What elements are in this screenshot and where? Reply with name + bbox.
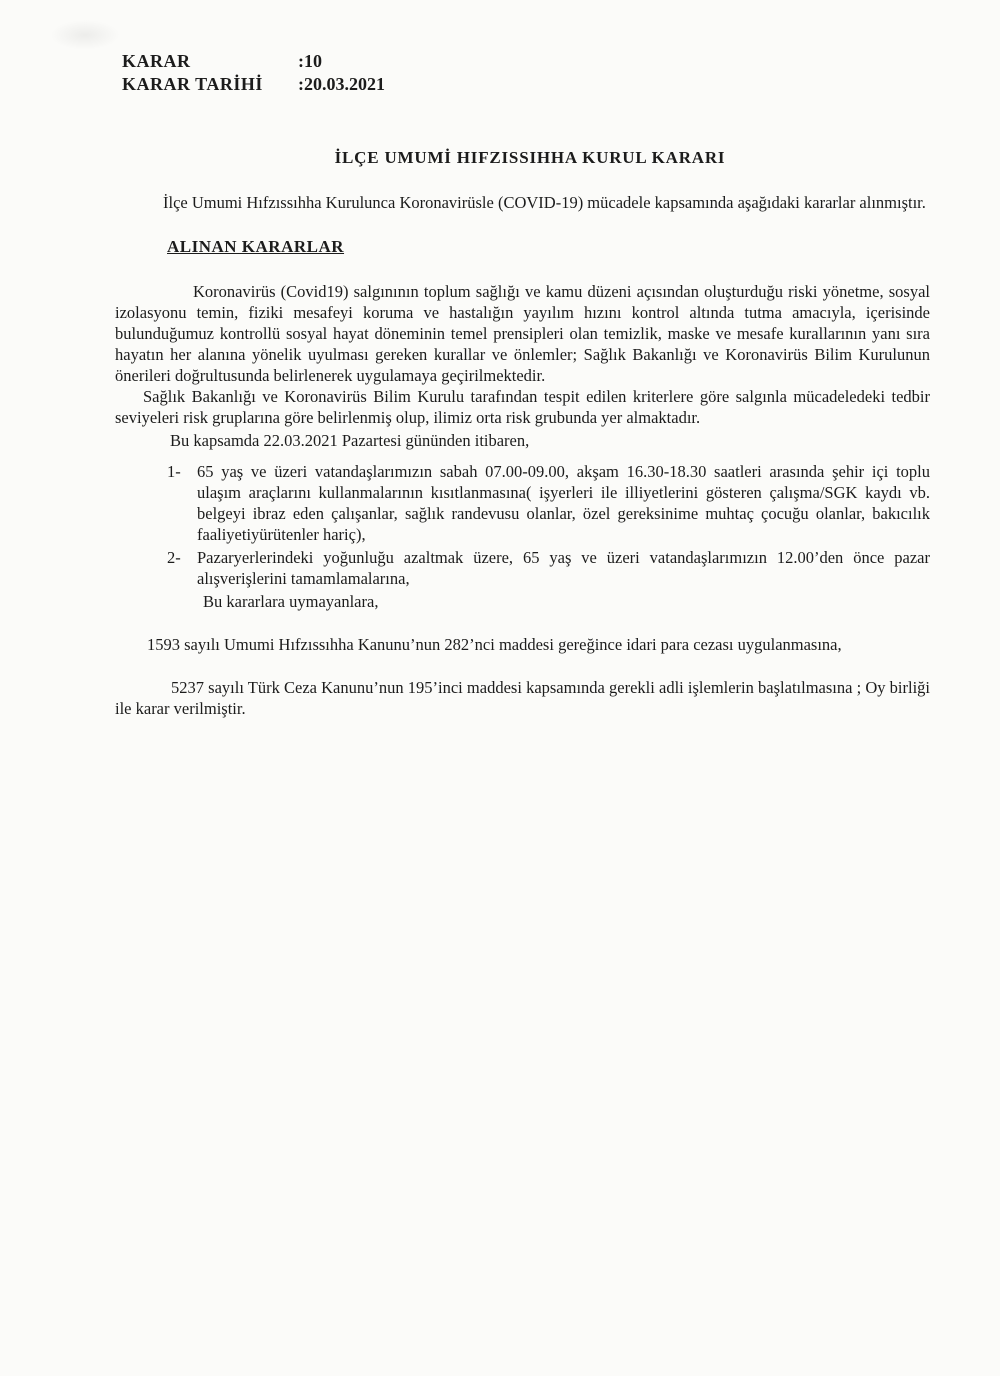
list-item-number: 1- [167, 462, 181, 481]
intro-paragraph: İlçe Umumi Hıfzıssıhha Kurulunca Koronavirüsle (COVID-19) mücadele kapsamında aşağıdaki kararlar alınmıştır. [163, 193, 926, 212]
list-item-number: 2- [167, 548, 181, 567]
body-paragraph: Sağlık Bakanlığı ve Koronavirüs Bilim Kurulu tarafından tespit edilen kriterlere göre salgınla mücadeledeki tedbir seviyeleri risk gruplarına göre belirlenmiş olup, ilimiz orta risk grubunda yer almaktadır. [115, 387, 930, 427]
list-item-text: 65 yaş ve üzeri vatandaşlarımızın sabah 07.00-09.00, akşam 16.30-18.30 saatleri arasında şehir içi toplu ulaşım araçlarını kullanmalarının kısıtlanmasına( işyerleri ile illiyetlerini gösteren çalışma/SGK kaydı vb. belgeyi ibraz eden çalışanlar, sağlık randevusu olanlar, özel gereksinime muhtaç çocuğu olanlar, bakıcılık faaliyetiyürütenler hariç), [197, 462, 930, 544]
law-paragraph: 1593 sayılı Umumi Hıfzıssıhha Kanunu’nun 282’nci maddesi gereğince idari para cezası uygulanmasına, [147, 635, 842, 654]
list-item [167, 461, 930, 545]
law-paragraph: 5237 sayılı Türk Ceza Kanunu’nun 195’inci maddesi kapsamında gerekli adli işlemlerin başlatılmasına ; Oy birliği ile karar verilmiştir. [115, 678, 930, 718]
decision-number-label: KARAR [122, 51, 191, 71]
decision-date-value: :20.03.2021 [298, 74, 385, 94]
decision-number-row [122, 50, 385, 73]
list-item-text: Pazaryerlerindeki yoğunluğu azaltmak üzere, 65 yaş ve üzeri vatandaşlarımızın 12.00’den önce pazar alışverişlerini tamamlamalarına, [197, 548, 930, 588]
decision-date-label: KARAR TARİHİ [122, 74, 263, 94]
list-item [167, 547, 930, 589]
scan-smudge [50, 20, 120, 50]
document-body [115, 192, 930, 719]
decision-number-value: :10 [298, 51, 322, 71]
decision-date-row [122, 73, 385, 96]
after-list-line: Bu kararlara uymayanlara, [203, 592, 379, 611]
document-title: İLÇE UMUMİ HIFZISSIHHA KURUL KARARI [334, 148, 726, 167]
body-paragraph: Bu kapsamda 22.03.2021 Pazartesi gününden itibaren, [170, 431, 530, 450]
decision-header [122, 50, 385, 96]
section-heading: ALINAN KARARLAR [167, 237, 345, 256]
body-paragraph: Koronavirüs (Covid19) salgınının toplum sağlığı ve kamu düzeni açısından oluşturduğu riski yönetme, sosyal izolasyonu temin, fiziki mesafeyi koruma ve hastalığın yayılım hızını kontrol altında tutma amacıyla, içerisinde bulunduğumuz kontrollü sosyal hayat döneminin temel prensipleri olan temizlik, maske ve mesafe kurallarının yanı sıra hayatın her alanına yönelik uyulması gereken kurallar ve önlemler; Sağlık Bakanlığı ve Koronavirüs Bilim Kurulunun önerileri doğrultusunda belirlenerek uygulamaya geçirilmektedir. [115, 282, 930, 385]
decision-list [115, 461, 930, 589]
